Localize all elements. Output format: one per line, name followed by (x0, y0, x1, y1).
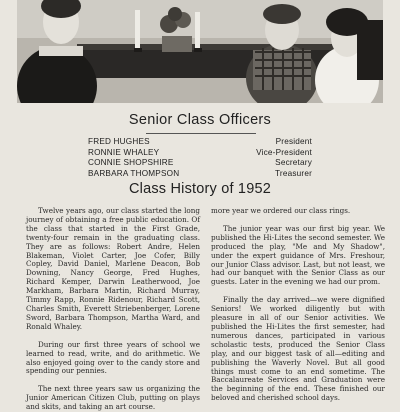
history-paragraph: The junior year was our first big year. We published the Hi-Lites the second semester. We produced the play, "Me and My Shadow", under the expert guidance of Mrs. Freshour, our Junior Class advisor. Last, but not least, we had our banquet with the Senior Class as our guests. Later in the evening we had our prom. (211, 223, 385, 287)
officer-role: President (275, 137, 312, 146)
history-paragraph: During our first three years of school we learned to read, write, and do arithmetic. We also enjoyed going over to the candy store and spending our pennies. (26, 339, 200, 376)
photo-illustration (17, 0, 383, 103)
history-paragraph: more year we ordered our class rings. (211, 206, 351, 215)
heading-divider (146, 133, 256, 134)
officer-row (88, 148, 312, 159)
officer-row (88, 137, 312, 148)
history-paragraph: Finally the day arrived—we were dignified Seniors! We worked diligently but with pleasure in all of our Senior activities. We published the Hi-Lites the first semester, had numerous dances, participated in various scholastic tests, produced the Senior Class play, and our biggest task of all—editing and publishing the Waverly Novel. But all good things must come to an end sometime. The Baccalaureate Services and Graduation were the beginning of the end. These finished our beloved and cherished school days. (211, 295, 385, 403)
class-officers-photo (17, 0, 383, 103)
history-right-column (211, 207, 385, 403)
officer-name: CONNIE SHOPSHIRE (88, 158, 174, 168)
history-paragraph: The next three years saw us organizing the Junior American Citizen Club, putting on plays and skits, and taking an art course. (26, 384, 200, 412)
officer-row (88, 158, 312, 169)
officer-role: Treasurer (275, 168, 312, 178)
officers-heading: Senior Class Officers (128, 112, 272, 128)
history-paragraph: Twelve years ago, our class started the long journey of obtaining a free public education. Of the class that started in the First Grade, twenty-four remain in the graduating class. They are as follows: Robert Andre, Helen Blakeman, Violet Carter, Joe Cofer, Billy Copley, David Daniel, Marlene Deacon, Bob Downing, Nancy George, Fred Hughes, Richard Kemper, Darwin Leatherwood, Joe Markham, Barbara Martin, Richard Murray, Timmy Rapp, Ronnie Ridenour, Richard Scott, Charles Smith, Everett Striebenberger, Lorene Sword, Barbara Thompson, Martha Ward, and Ronald Whaley. (26, 206, 200, 331)
officer-name: FRED HUGHES (88, 137, 150, 146)
officer-name: RONNIE WHALEY (88, 147, 160, 157)
officer-row (88, 169, 312, 180)
officer-role: Vice-President (256, 147, 312, 157)
officer-role: Secretary (275, 158, 312, 168)
officer-name: BARBARA THOMPSON (88, 168, 180, 178)
history-heading: Class History of 1952 (128, 181, 271, 197)
history-left-column (26, 207, 200, 412)
officers-list (88, 137, 312, 179)
